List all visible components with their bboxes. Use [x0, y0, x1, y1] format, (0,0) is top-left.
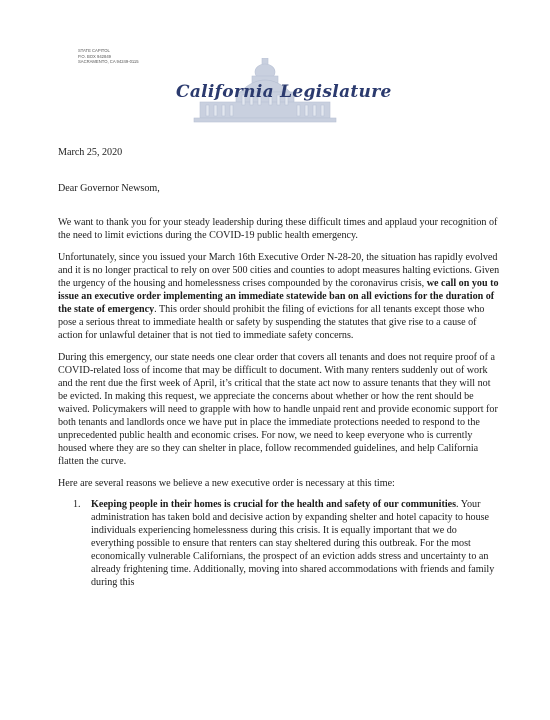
list-item-number: 1. — [73, 499, 81, 510]
address-line: STATE CAPITOL — [78, 48, 110, 53]
paragraph-2-end: . This order should prohibit the filing of evictions for all tenants except those who pose a serious threat to immediate health or safety by suspending the statutes that give rise to a cause of action for unlawful detainer that is not tied to immediate safety concerns. — [58, 304, 485, 341]
reasons-list — [58, 498, 502, 589]
list-item-text — [91, 498, 502, 589]
paragraph-4: Here are several reasons we believe a new executive order is necessary at this time: — [58, 478, 395, 489]
paragraph-1: We want to thank you for your steady leadership during these difficult times and applaud your recognition of the need to limit evictions during the COVID-19 public health emergency. — [58, 217, 498, 241]
paragraph-2-bold: we call on you to issue an executive order implementing an immediate statewide ban on all evictions for the duration of the state of emergency — [58, 278, 499, 315]
letterhead-title: California Legislature — [176, 82, 392, 102]
letterhead — [0, 0, 550, 140]
address-line: SACRAMENTO, CA 94249-0115 — [78, 59, 139, 65]
return-address — [78, 48, 168, 65]
paragraph-2-start: Unfortunately, since you issued your March 16th Executive Order N-28-20, the situation has rapidly evolved and it is no longer practical to rely on over 500 cities and counties to adopt measures halting evictions. Given the urgency of the housing and homelessness crises compounded by the coronavirus crisis, — [58, 252, 500, 289]
paragraph-3: During this emergency, our state needs one clear order that covers all tenants and does not require proof of a COVID-related loss of income that may be difficult to document. With many renters suddenly out of work and the rent due the first week of April, it’s critical that the state act now to assure tenants that they will not be evicted. In making this request, we appreciate the concerns about whether or how the rent should be waived. Policymakers will need to grapple with how to handle unpaid rent and provide economic support for both tenants and landlords once we have put in place the immediate protections needed to respond to the unprecedented public health and economic crises. For now, we need to keep everyone who is currently housed where they are so they can shelter in place, follow recommended guidelines, and help California flatten the curve. — [58, 352, 498, 467]
salutation: Dear Governor Newsom, — [58, 183, 160, 194]
list-item-bold: Keeping people in their homes is crucial for the health and safety of our communities — [91, 499, 457, 510]
letter-date: March 25, 2020 — [58, 147, 123, 158]
address-line: P.O. BOX 942849 — [78, 53, 111, 59]
letter-body — [58, 146, 502, 589]
paragraph-2 — [58, 251, 502, 342]
list-item — [73, 498, 502, 589]
list-item-body: . Your administration has taken bold and decisive action by expanding shelter and hotel capacity to house individuals experiencing homelessness during this crisis. It is equally important that we do everything possible to ensure that renters can stay sheltered during this outbreak. For the most economically vulnerable Californians, the prospect of an eviction adds stress and uncertainty to an already frightening time. Additionally, moving into shared accommodations with friends and family during this — [91, 499, 495, 588]
